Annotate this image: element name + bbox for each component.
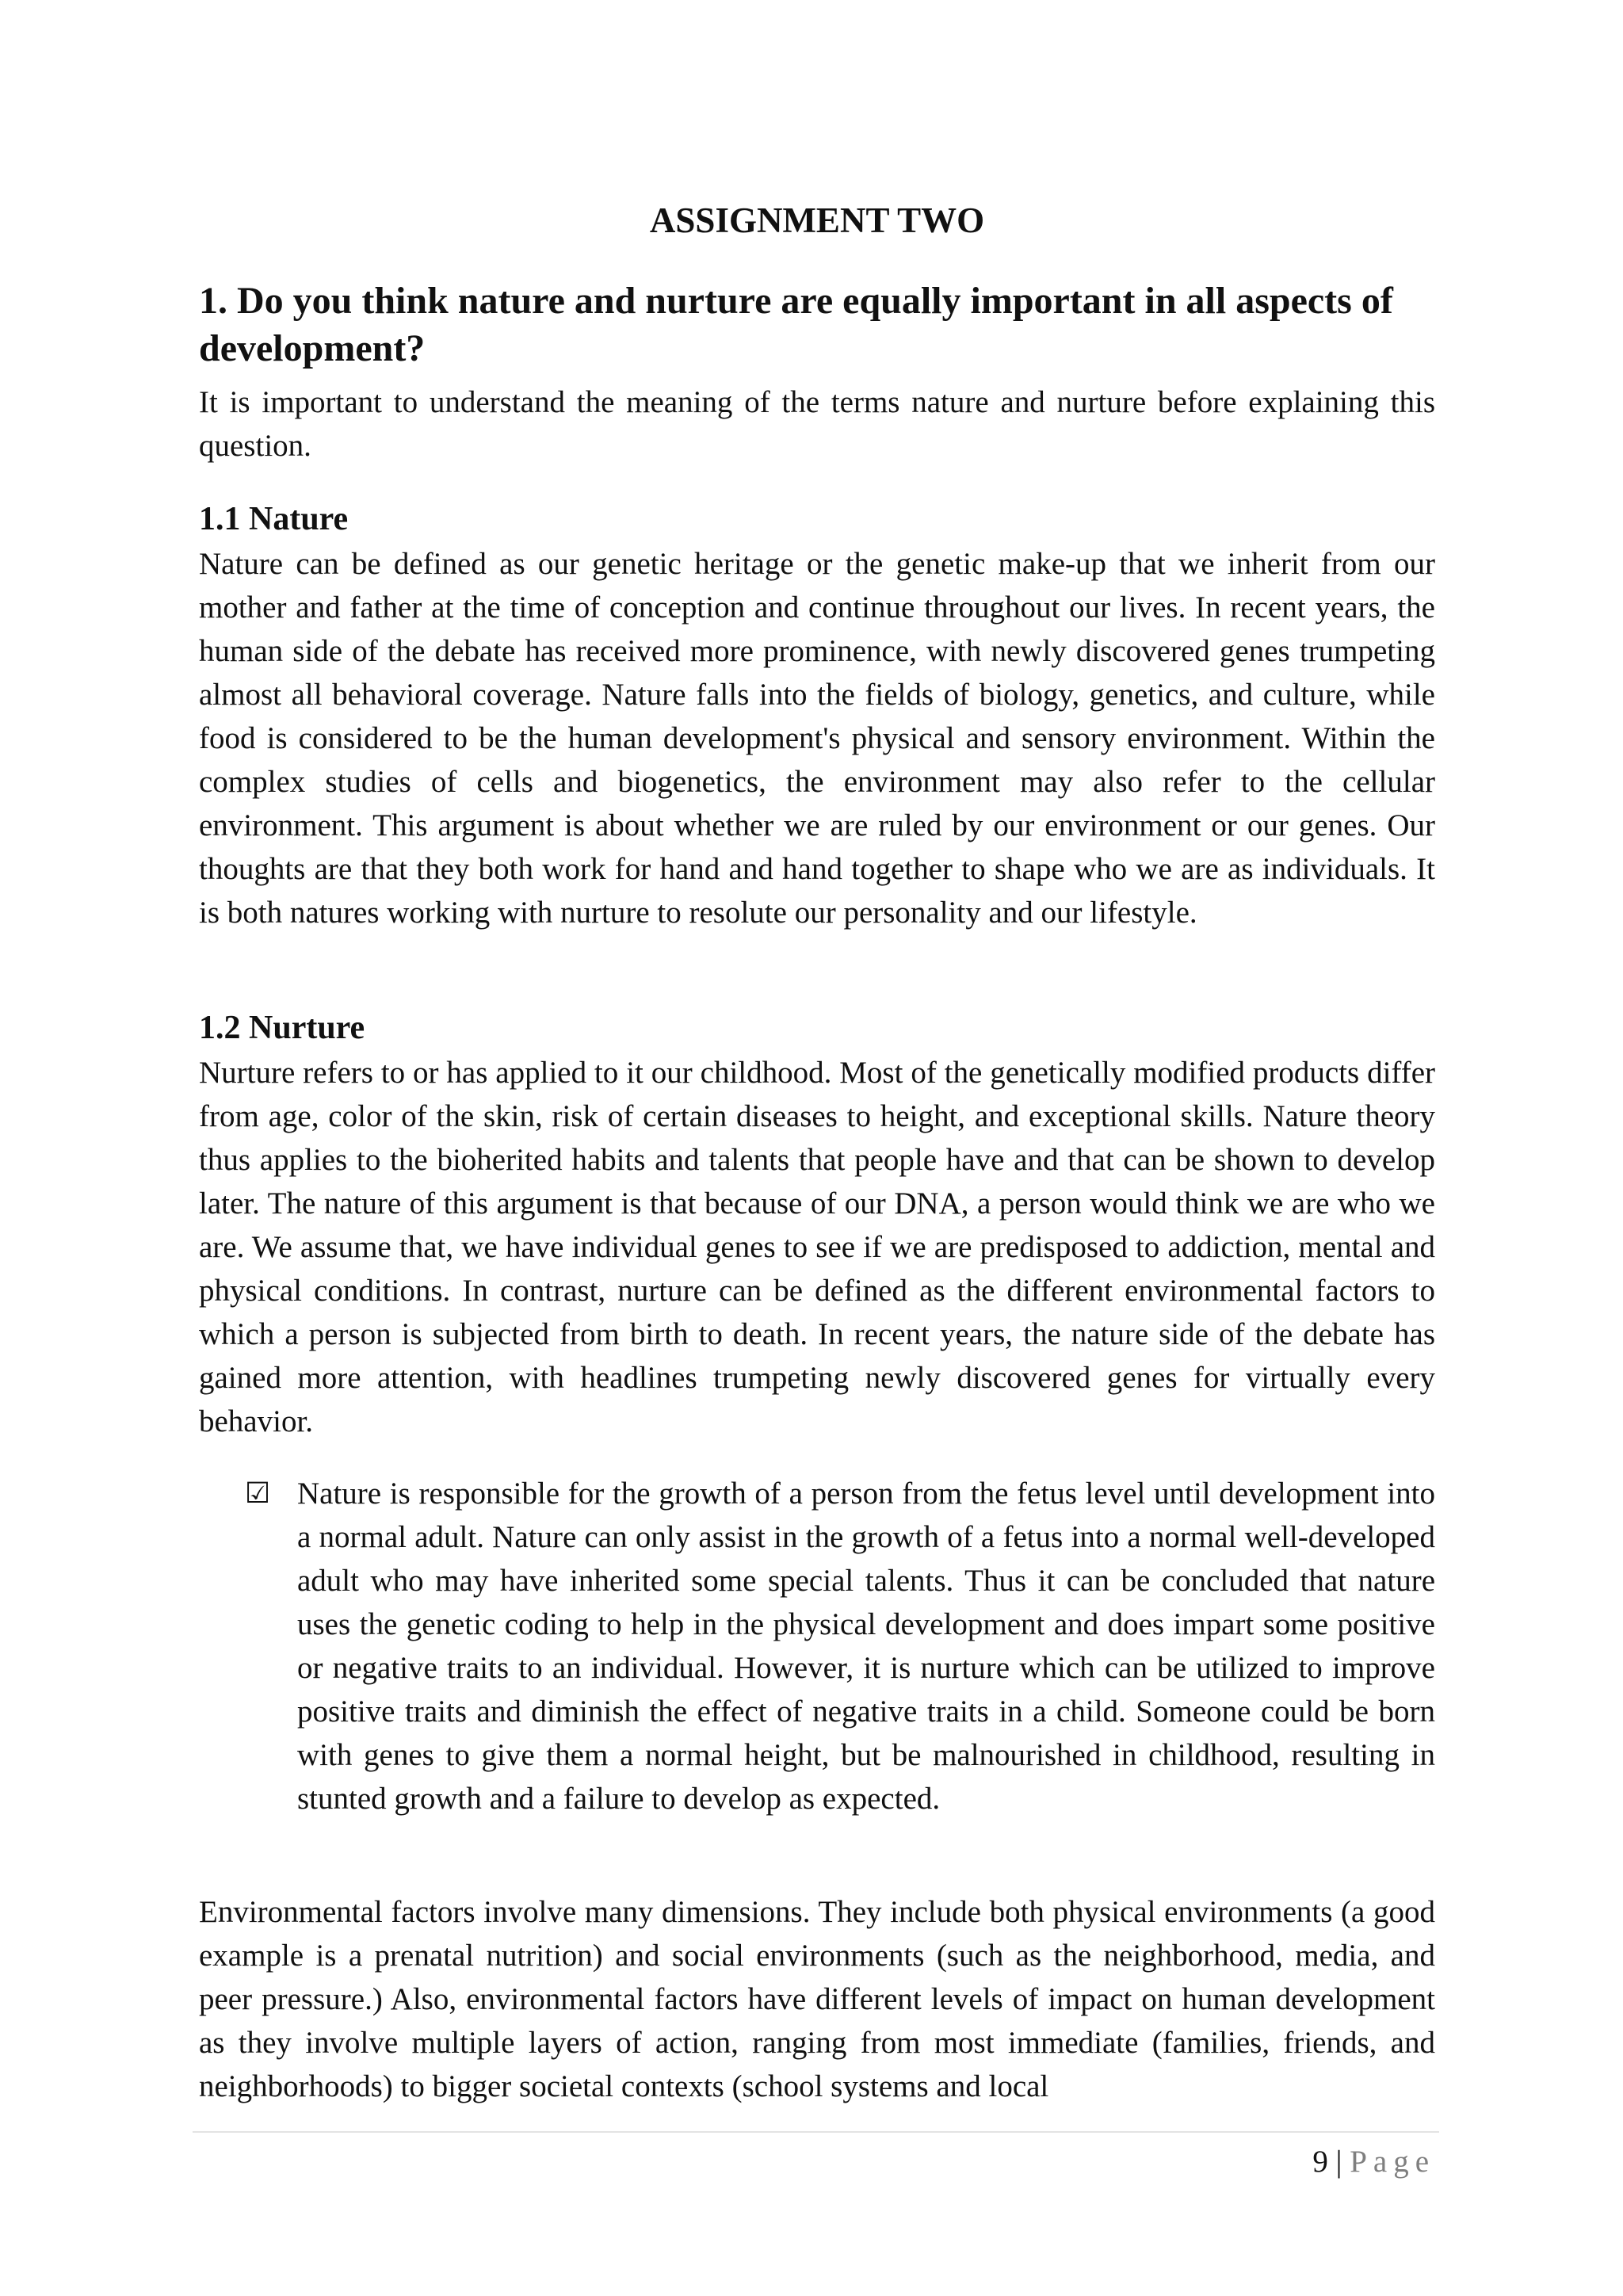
nature-paragraph: Nature can be defined as our genetic heritage or the genetic make-up that we inherit from our mother and father at the time of conception and continue throughout our lives. In recent years, the human side of the debate has received more prominence, with newly discovered genes trumpeting almost all behavioral coverage. Nature falls into the fields of biology, genetics, and culture, while food is considered to be the human development's physical and sensory environment. Within the complex studies of cells and biogenetics, the environment may also refer to the cellular environment. This argument is about whether we are ruled by our environment or our genes. Our thoughts are that they both work for hand and hand together to shape who we are as individuals. It is both natures working with nurture to resolute our personality and our lifestyle. bbox=[199, 547, 1435, 930]
environment-paragraph: Environmental factors involve many dimensions. They include both physical environments (a good example is a prenatal nutrition) and social environments (such as the neighborhood, media, and peer pressure.) Also, environmental factors have different levels of impact on human development as they involve multiple layers of action, ranging from most immediate (families, friends, and neighborhoods) to bigger societal contexts (school systems and local bbox=[199, 1895, 1435, 2103]
page-footer bbox=[1312, 2140, 1435, 2183]
footer-separator: | bbox=[1335, 2145, 1342, 2179]
nature-heading: 1.1 Nature bbox=[199, 501, 349, 537]
nurture-paragraph: Nurture refers to or has applied to it our childhood. Most of the genetically modified products differ from age, color of the skin, risk of certain diseases to height, and exceptional skills. Nature theory thus applies to the bioherited habits and talents that people have and that can be shown to develop later. The nature of this argument is that because of our DNA, a person would think we are who we are. We assume that, we have individual genes to see if we are predisposed to addiction, mental and physical conditions. In contrast, nurture can be defined as the different environmental factors to which a person is subjected from birth to death. In recent years, the nature side of the debate has gained more attention, with headlines trumpeting newly discovered genes for virtually every behavior. bbox=[199, 1056, 1435, 1438]
bullet-item bbox=[245, 1472, 1435, 1820]
question-heading: 1. Do you think nature and nurture are equally important in all aspects of development? bbox=[199, 280, 1393, 369]
document-title: ASSIGNMENT TWO bbox=[649, 201, 985, 240]
footer-divider bbox=[193, 2131, 1439, 2133]
checkbox-checked-icon: ☑ bbox=[245, 1477, 271, 1510]
bullet-text: Nature is responsible for the growth of a person from the fetus level until development into a normal adult. Nature can only assist in the growth of a fetus into a normal well-developed adult who may have inherited some special talents. Thus it can be concluded that nature uses the genetic coding to help in the physical development and does impart some positive or negative traits to an individual. However, it is nurture which can be utilized to improve positive traits and diminish the effect of negative traits in a child. Someone could be born with genes to give them a normal height, but be malnourished in childhood, resulting in stunted growth and a failure to develop as expected. bbox=[297, 1477, 1435, 1816]
page-label: Page bbox=[1350, 2145, 1435, 2179]
intro-paragraph: It is important to understand the meaning of the terms nature and nurture before explaining this question. bbox=[199, 385, 1435, 463]
nurture-heading: 1.2 Nurture bbox=[199, 1010, 365, 1046]
page-number: 9 bbox=[1312, 2145, 1328, 2179]
